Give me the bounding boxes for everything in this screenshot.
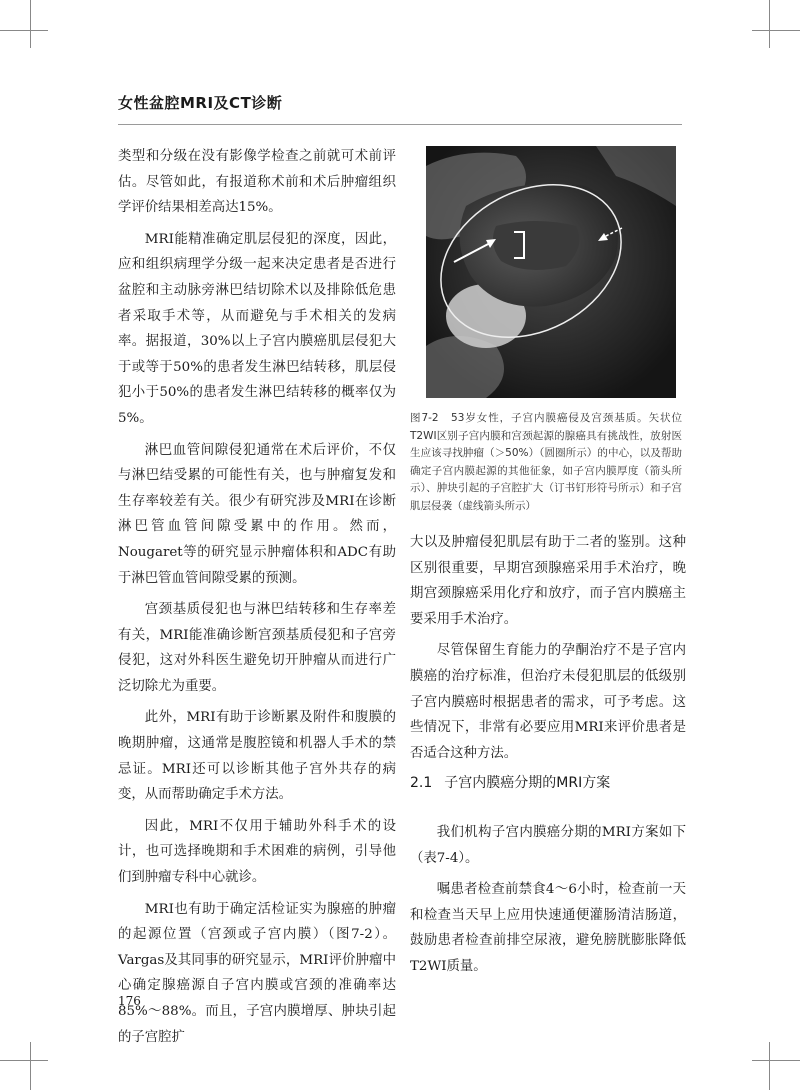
header-rule xyxy=(118,124,682,125)
paragraph: 类型和分级在没有影像学检查之前就可术前评估。尽管如此，有报道称术前和术后肿瘤组织学评价结果相差高达15%。 xyxy=(118,149,396,216)
paragraph: 嘱患者检查前禁食4～6小时，检查前一天和检查当天早上应用快速通便灌肠清洁肠道，鼓励患者检查前排空尿液，避免膀胱膨胀降低T2WI质量。 xyxy=(410,882,686,974)
crop-mark xyxy=(752,1060,800,1061)
crop-mark xyxy=(0,30,48,31)
left-column xyxy=(118,144,396,1056)
paragraph: 我们机构子宫内膜癌分期的MRI方案如下（表7-4）。 xyxy=(410,825,686,866)
paragraph: 因此，MRI不仅用于辅助外科手术的设计，也可选择晚期和手术困难的病例，引导他们到肿瘤专科中心就诊。 xyxy=(118,818,396,886)
crop-mark xyxy=(30,0,31,48)
crop-mark xyxy=(769,0,770,48)
mri-image xyxy=(426,146,676,398)
crop-mark xyxy=(0,1060,48,1061)
page-number: 176 xyxy=(118,994,141,1008)
paragraph: MRI能精准确定肌层侵犯的深度，因此，应和组织病理学分级一起来决定患者是否进行盆腔和主动脉旁淋巴结切除术以及排除低危患者采取手术等，从而避免与手术相关的发病率。据报道，30%以上子宫内膜癌肌层侵犯大于或等于50%的患者发生淋巴结转移，肌层侵犯小于50%的患者发生淋巴结转移的概率仅为5%。 xyxy=(118,231,396,426)
section-title: 子宫内膜癌分期的MRI方案 xyxy=(444,775,611,791)
paragraph: 淋巴血管间隙侵犯通常在术后评价，不仅与淋巴结受累的可能性有关，也与肿瘤复发和生存率较差有关。很少有研究涉及MRI在诊断淋巴管血管间隙受累中的作用。然而，Nougaret等的研究显示肿瘤体积和ADC有助于淋巴管血管间隙受累的预测。 xyxy=(118,442,396,586)
section-body xyxy=(410,820,686,986)
section-number: 2.1 xyxy=(410,775,433,791)
paragraph: 宫颈基质侵犯也与淋巴结转移和生存率差有关，MRI能准确诊断宫颈基质侵犯和子宫旁侵犯，这对外科医生避免切开肿瘤从而进行广泛切除尤为重要。 xyxy=(118,602,396,694)
crop-mark xyxy=(752,30,800,31)
running-header: 女性盆腔MRI及CT诊断 xyxy=(118,94,283,112)
figure-caption: 图7-2 53岁女性，子宫内膜癌侵及宫颈基质。矢状位T2WI区别子宫内膜和宫颈起源的腺癌具有挑战性，放射医生应该寻找肿瘤（＞50%）（圆圈所示）的中心，以及帮助确定子宫内膜起源的其他征象，如子宫内膜厚度（箭头所示）、肿块引起的子宫腔扩大（订书钉形符号所示）和子宫肌层侵袭（虚线箭头所示） xyxy=(410,412,682,512)
crop-mark xyxy=(769,1042,770,1090)
paragraph: MRI也有助于确定活检证实为腺癌的肿瘤的起源位置（宫颈或子宫内膜）（图7-2）。Vargas及其同事的研究显示，MRI评价肿瘤中心确定腺癌源自子宫内膜或宫颈的准确率达85%～88%。而且，子宫内膜增厚、肿块引起的子宫腔扩 xyxy=(118,901,396,1045)
paragraph: 此外，MRI有助于诊断累及附件和腹膜的晚期肿瘤，这通常是腹腔镜和机器人手术的禁忌证。MRI还可以诊断其他子宫外共存的病变，从而帮助确定手术方法。 xyxy=(118,710,396,803)
paragraph: 大以及肿瘤侵犯肌层有助于二者的鉴别。这种区别很重要，早期宫颈腺癌采用手术治疗，晚期宫颈腺癌采用化疗和放疗，而子宫内膜癌主要采用手术治疗。 xyxy=(410,535,686,627)
section-heading xyxy=(410,772,622,792)
crop-mark xyxy=(30,1042,31,1090)
right-column xyxy=(410,530,686,772)
paragraph: 尽管保留生育能力的孕酮治疗不是子宫内膜癌的治疗标准，但治疗未侵犯肌层的低级别子宫内膜癌时根据患者的需求，可予考虑。这些情况下，非常有必要应用MRI来评价患者是否适合这种方法。 xyxy=(410,643,686,761)
mri-figure xyxy=(426,146,676,398)
